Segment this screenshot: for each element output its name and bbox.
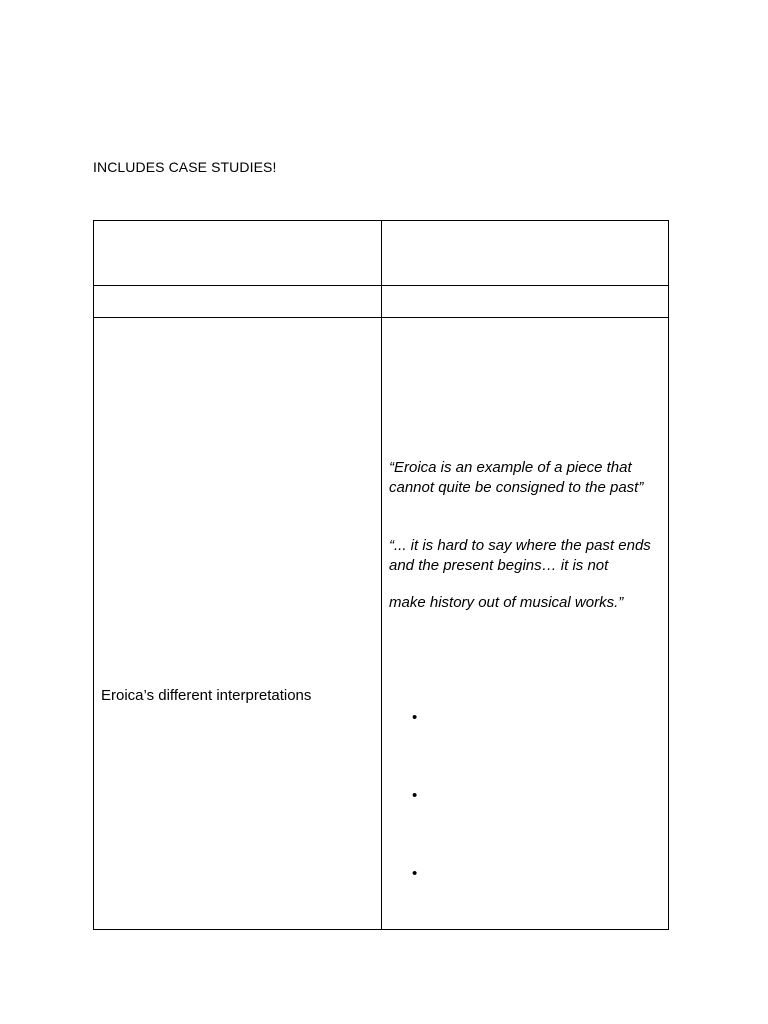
bullet-point: • <box>412 865 418 882</box>
table-cell-r2-c1 <box>94 286 381 317</box>
quote-eroica-past: “Eroica is an example of a piece that cannot quite be consigned to the past” <box>389 459 644 496</box>
notes-table <box>93 220 669 930</box>
row-label-eroica-interpretations: Eroica’s different interpretations <box>101 687 312 704</box>
table-cell-r1-c2 <box>382 221 669 285</box>
table-cell-r2-c2 <box>382 286 669 317</box>
quote-musical-works: make history out of musical works.” <box>389 594 624 611</box>
document-heading: INCLUDES CASE STUDIES! <box>93 159 277 175</box>
bullet-point: • <box>412 709 418 726</box>
table-cell-r1-c1 <box>94 221 381 285</box>
bullet-point: • <box>412 787 418 804</box>
quote-past-present: “... it is hard to say where the past ends and the present begins… it is not <box>389 537 651 574</box>
table-column-divider <box>381 221 382 929</box>
